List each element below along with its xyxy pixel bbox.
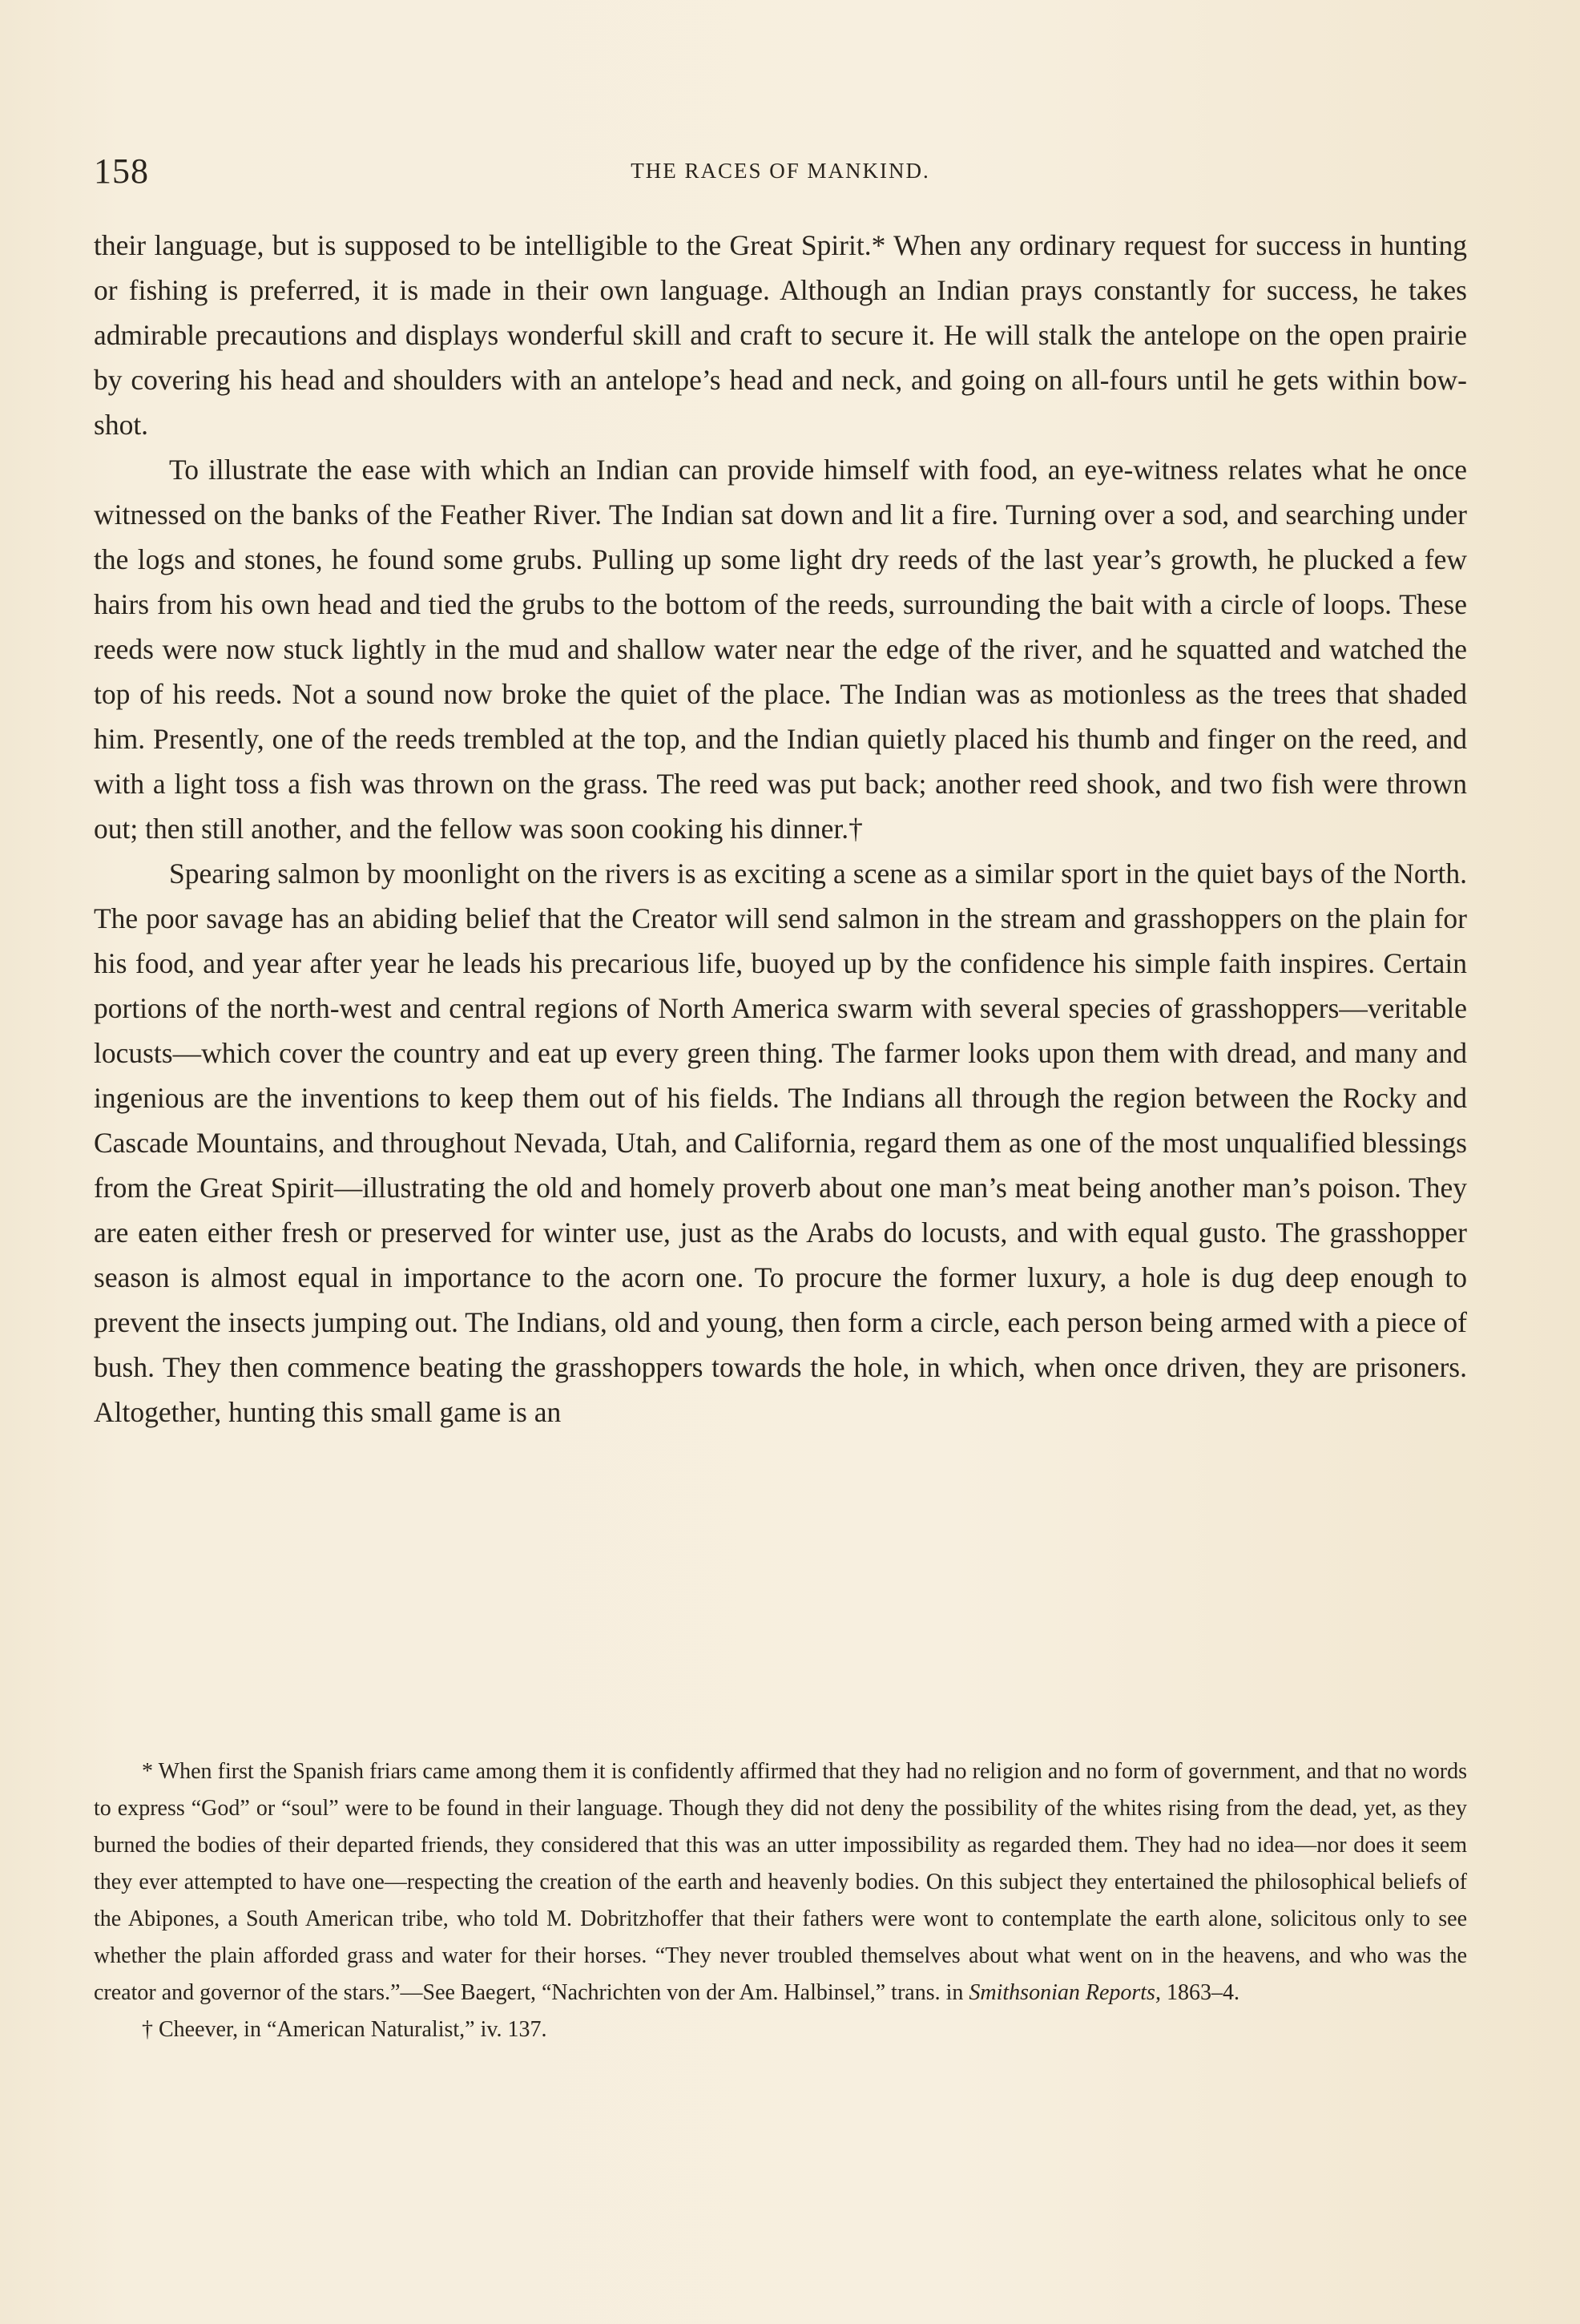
footnote-text: * When first the Spanish friars came among them it is confidently affirmed that they had no religion and no form of government, and that no words to express “God” or “soul” were to be found in their language. Though they did not deny the possibility of the whites rising from the dead, yet, as they burned the bodies of their departed friends, they considered that this was an utter impossibility as regarded them. They had no idea—nor does it seem they ever attempted to have one—respecting the creation of the earth and heavenly bodies. On this subject they entertained the philosophical beliefs of the Abipones, a South American tribe, who told M. Dobritzhoffer that their fathers were wont to contemplate the earth alone, solicitous only to see whether the plain afforded grass and water for their horses. “They never troubled themselves about what went on in the heavens, and who was the creator and governor of the stars.”—See Baegert, “Nachrichten von der Am. Halbinsel,” trans. in	[94, 1759, 1467, 2005]
body-text	[94, 223, 1467, 1434]
page-number: 158	[94, 151, 149, 191]
running-head: THE RACES OF MANKIND.	[631, 159, 930, 183]
footnotes	[94, 1753, 1467, 2048]
footnote	[94, 1753, 1467, 2011]
footnote-text-end: 1863–4.	[1160, 1980, 1239, 2005]
page-header	[94, 151, 1467, 199]
paragraph: To illustrate the ease with which an Indian can provide himself with food, an eye-witness relates what he once witnessed on the banks of the Feather River. The Indian sat down and lit a fire. Turning over a sod, and searching under the logs and stones, he found some grubs. Pulling up some light dry reeds of the last year’s growth, he plucked a few hairs from his own head and tied the grubs to the bottom of the reeds, surrounding the bait with a circle of loops. These reeds were now stuck lightly in the mud and shallow water near the edge of the river, and he squatted and watched the top of his reeds. Not a sound now broke the quiet of the place. The Indian was as motionless as the trees that shaded him. Presently, one of the reeds trembled at the top, and the Indian quietly placed his thumb and finger on the reed, and with a light toss a fish was thrown on the grass. The reed was put back; another reed shook, and two fish were thrown out; then still another, and the fellow was soon cooking his dinner.†	[94, 454, 1467, 845]
footnote: † Cheever, in “American Naturalist,” iv. 137.	[142, 2017, 547, 2042]
paragraph: their language, but is supposed to be intelligible to the Great Spirit.* When any ordinary request for success in hunting or fishing is preferred, it is made in their own language. Although an Indian prays constantly for success, he takes admirable precautions and displays wonderful skill and craft to secure it. He will stalk the antelope on the open prairie by covering his head and shoulders with an antelope’s head and neck, and going on all-fours until he gets within bow-shot.	[94, 229, 1467, 441]
paragraph: Spearing salmon by moonlight on the rivers is as exciting a scene as a similar sport in the quiet bays of the North. The poor savage has an abiding belief that the Creator will send salmon in the stream and grasshoppers on the plain for his food, and year after year he leads his precarious life, buoyed up by the confidence his simple faith inspires. Certain portions of the north-west and central regions of North America swarm with several species of grasshoppers—veritable locusts—which cover the country and eat up every green thing. The farmer looks upon them with dread, and many and ingenious are the inventions to keep them out of his fields. The Indians all through the region between the Rocky and Cascade Mountains, and throughout Nevada, Utah, and California, regard them as one of the most unqualified blessings from the Great Spirit—illustrating the old and homely proverb about one man’s meat being another man’s poison. They are eaten either fresh or preserved for winter use, just as the Arabs do locusts, and with equal gusto. The grasshopper season is almost equal in importance to the acorn one. To procure the former luxury, a hole is dug deep enough to prevent the insects jumping out. The Indians, old and young, then form a circle, each person being armed with a piece of bush. They then commence beating the grasshoppers towards the hole, in which, when once driven, they are prisoners. Altogether, hunting this small game is an	[94, 857, 1467, 1428]
footnote-citation-title: Smithsonian Reports,	[969, 1980, 1161, 2005]
